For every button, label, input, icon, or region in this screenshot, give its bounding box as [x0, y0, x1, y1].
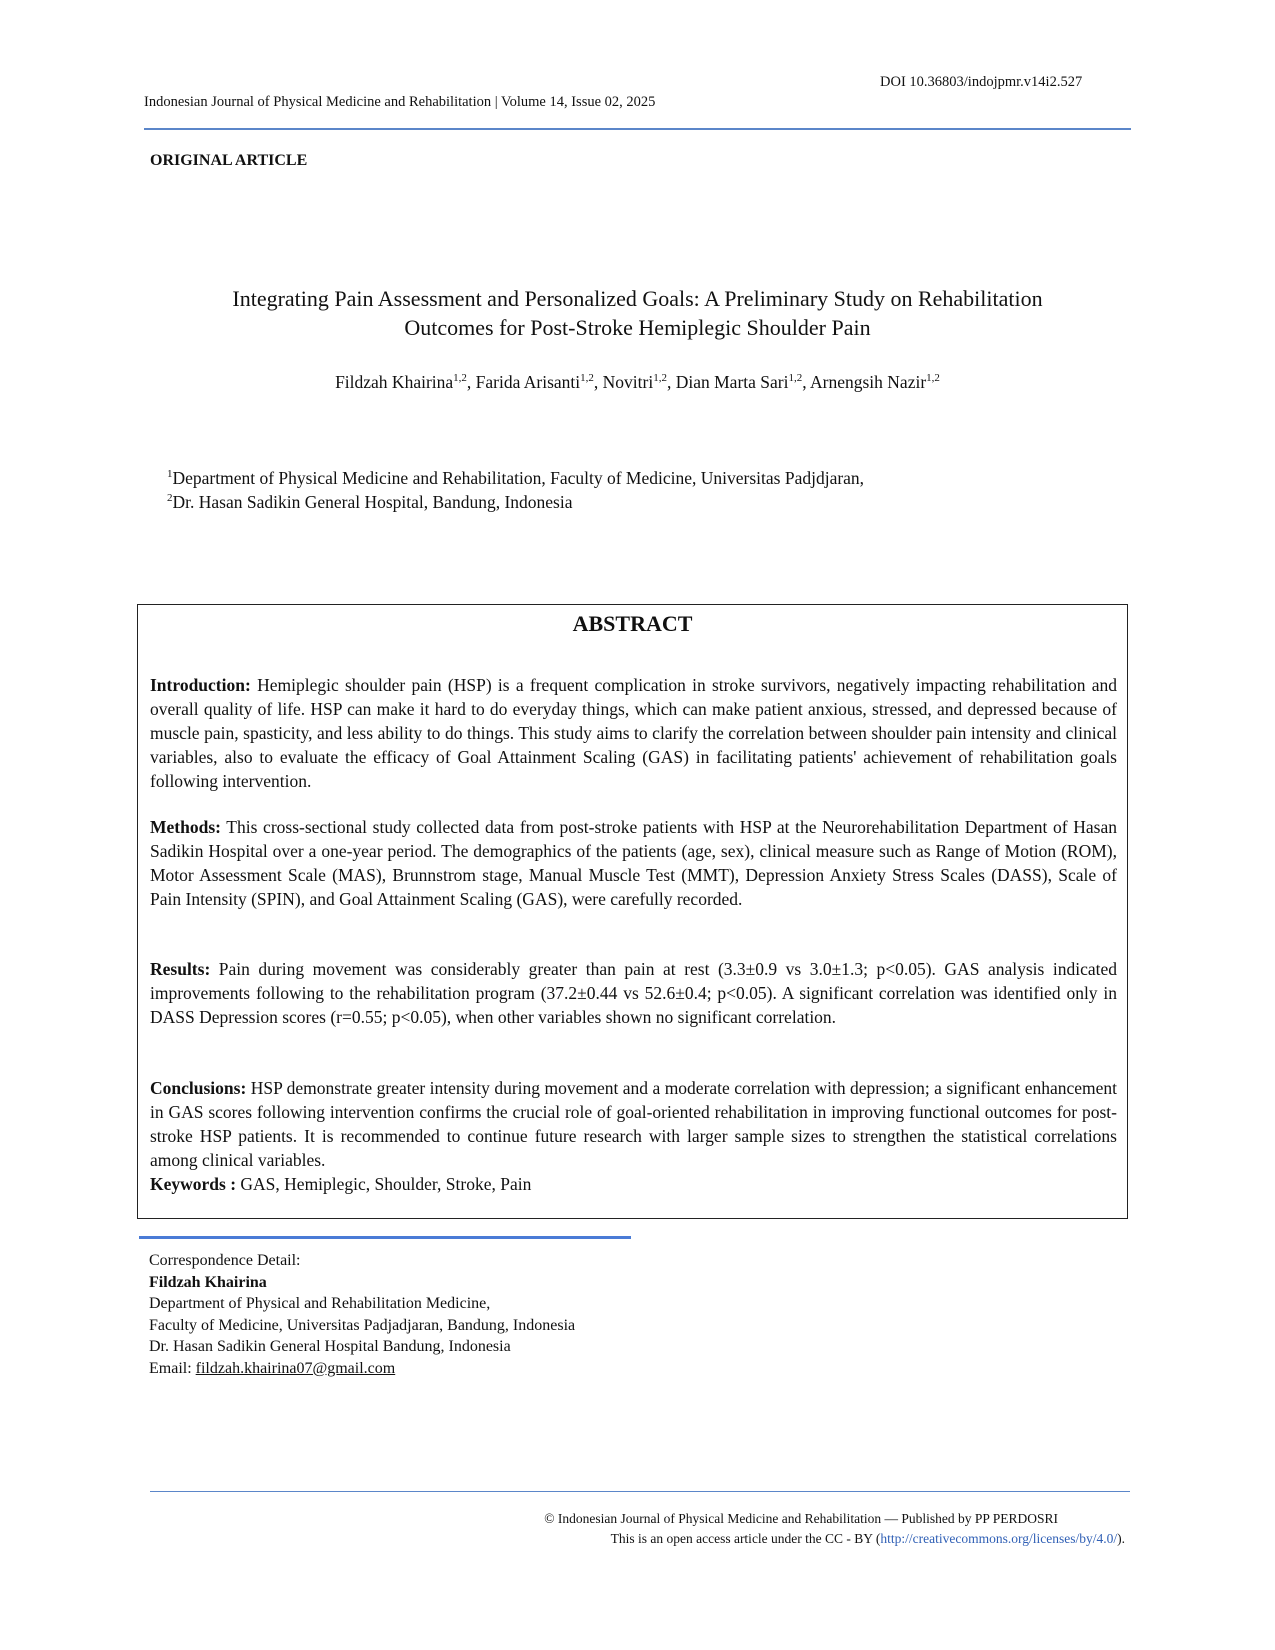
correspondence-line: Faculty of Medicine, Universitas Padjadjaran, Bandung, Indonesia — [149, 1316, 576, 1334]
abstract-introduction: Introduction: Hemiplegic shoulder pain (HSP) is a frequent complication in stroke survivors, negatively impacting rehabilitation and overall quality of life. HSP can make it hard to do everyday things, which can make patient anxious, stressed, and depressed because of muscle pain, spasticity, and less ability to do things. This study aims to clarify the correlation between shoulder pain intensity and clinical variables, also to evaluate the efficacy of Goal Attainment Scaling (GAS) in facilitating patients' achievement of rehabilitation goals following intervention. — [150, 675, 1117, 791]
author: Dian Marta Sari$^{1,2}$, — [675, 372, 811, 392]
affiliation-1: $^1$Department of Physical Medicine and Rehabilitation, Faculty of Medicine, Universitas Padjdjaran, — [167, 468, 865, 488]
abstract-conclusions: Conclusions: HSP demonstrate greater intensity during movement and a moderate correlation with depression; a significant enhancement in GAS scores following intervention confirms the crucial role of goal-oriented rehabilitation in improving functional outcomes for post-stroke HSP patients. It is recommended to continue future research with larger sample sizes to strengthen the statistical correlations among clinical variables. — [150, 1078, 1118, 1170]
abstract-heading: ABSTRACT — [572, 611, 693, 636]
abstract-keywords: Keywords : GAS, Hemiplegic, Shoulder, Stroke, Pain — [150, 1174, 532, 1194]
journal-header: Indonesian Journal of Physical Medicine and Rehabilitation | Volume 14, Issue 02, 2025 — [144, 94, 656, 110]
affiliation-2: $^2$Dr. Hasan Sadikin General Hospital, Bandung, Indonesia — [167, 492, 573, 512]
author: Arnengsih Nazir$^{1,2}$ — [810, 372, 940, 392]
title-line-2: Outcomes for Post-Stroke Hemiplegic Shoulder Pain — [404, 315, 871, 340]
author: Novitri$^{1,2}$, — [602, 372, 676, 392]
license-link[interactable]: http://creativecommons.org/licenses/by/4.0/ — [880, 1531, 1118, 1546]
footer-divider — [150, 1491, 1130, 1492]
title-line-1: Integrating Pain Assessment and Personalized Goals: A Preliminary Study on Rehabilitation — [232, 286, 1043, 311]
correspondence-line: Dr. Hasan Sadikin General Hospital Bandung, Indonesia — [149, 1338, 511, 1355]
footer-copyright: © Indonesian Journal of Physical Medicine and Rehabilitation — Published by PP PERDOSRI — [544, 1511, 1058, 1526]
correspondence-name: Fildzah Khairina — [149, 1273, 267, 1291]
doi: DOI 10.36803/indojpmr.v14i2.527 — [880, 74, 1083, 90]
abstract-results: Results: Pain during movement was considerably greater than pain at rest (3.3±0.9 vs 3.0±1.3; p<0.05). GAS analysis indicated improvements following to the rehabilitation program (37.2±0.44 vs 52.6±0.4; p<0.05). A significant correlation was identified only in DASS Depression scores (r=0.55; p<0.05), when other variables shown no significant correlation. — [150, 959, 1117, 1027]
footer-license: This is an open access article under the CC - BY (http://creativecommons.org/licenses/by/4.0/). — [610, 1531, 1125, 1546]
correspondence — [149, 1250, 575, 1379]
correspondence-divider — [139, 1236, 631, 1239]
correspondence-email: Email: fildzah.khairina07@gmail.com — [149, 1359, 396, 1377]
author: Farida Arisanti$^{1,2}$, — [475, 372, 603, 392]
author: Fildzah Khairina$^{1,2}$, — [335, 372, 476, 392]
email-link[interactable]: fildzah.khairina07@gmail.com — [195, 1359, 396, 1377]
author-list — [150, 372, 1125, 393]
correspondence-label: Correspondence Detail: — [149, 1252, 301, 1269]
article-title — [150, 284, 1125, 342]
header-divider — [144, 128, 1131, 130]
abstract-methods: Methods: This cross-sectional study collected data from post-stroke patients with HSP at the Neurorehabilitation Department of Hasan Sadikin Hospital over a one-year period. The demographics of the patients (age, sex), clinical measure such as Range of Motion (ROM), Motor Assessment Scale (MAS), Brunnstrom stage, Manual Muscle Test (MMT), Depression Anxiety Stress Scales (DASS), Scale of Pain Intensity (SPIN), and Goal Attainment Scaling (GAS), were carefully recorded. — [150, 817, 1117, 909]
article-type: ORIGINAL ARTICLE — [150, 152, 308, 169]
correspondence-line: Department of Physical and Rehabilitation Medicine, — [149, 1295, 491, 1312]
